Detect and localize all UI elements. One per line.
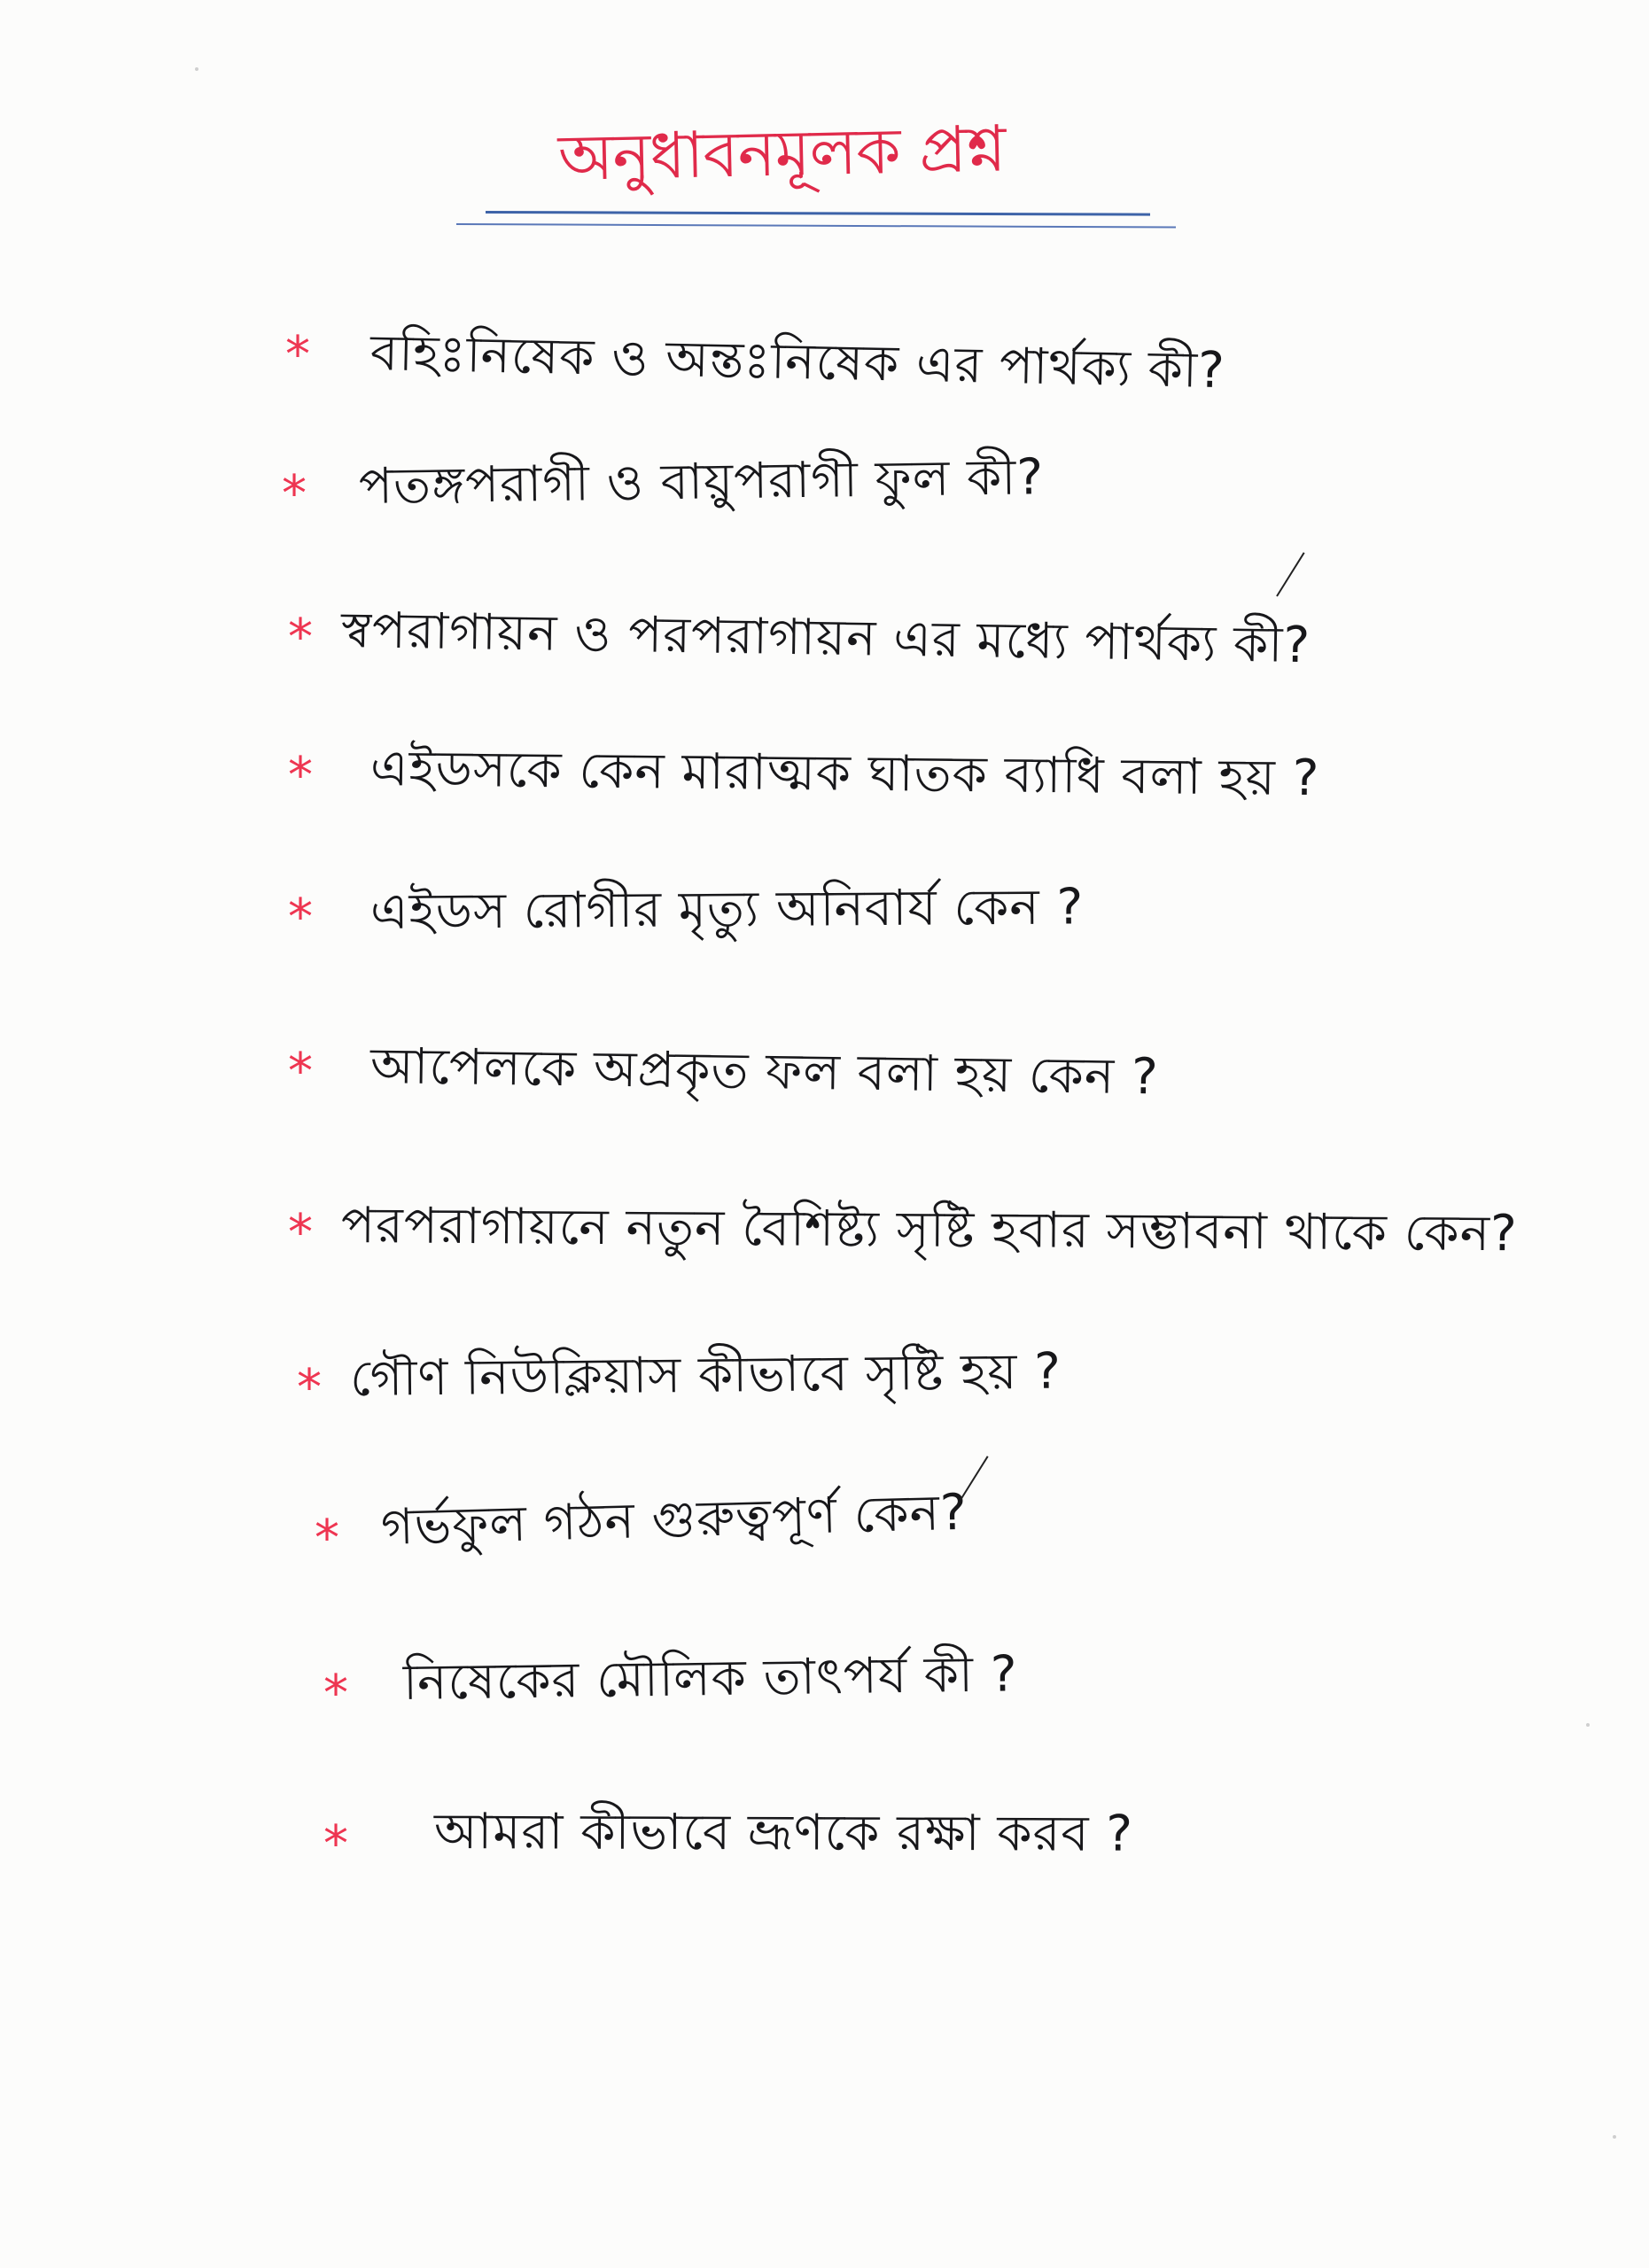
asterisk-icon: * <box>288 1043 313 1100</box>
list-item <box>0 868 1649 975</box>
asterisk-icon: * <box>288 609 313 666</box>
question-text: নিষেকের মৌলিক তাৎপর্য কী ? <box>402 1645 1019 1712</box>
list-item <box>0 585 1649 691</box>
question-text: স্বপরাগায়ন ও পরপরাগায়ন এর মধ্যে পার্থক্য কী? <box>340 602 1311 675</box>
question-text: এইডস রোগীর মৃত্যু অনিবার্য কেন ? <box>369 878 1085 941</box>
list-item <box>0 1639 1649 1745</box>
paper-speck <box>195 67 198 71</box>
question-text: এইডসকে কেন মারাত্মক ঘাতক ব্যাধি বলা হয় ? <box>369 740 1320 808</box>
question-text: পতঙ্গপরাগী ও বায়ুপরাগী ফুল কী? <box>358 448 1045 516</box>
list-item <box>0 306 1649 412</box>
page-title: অনুধাবনমূলক প্রশ্ন <box>557 111 1007 195</box>
question-text: গর্ভফুল গঠন গুরুত্বপূর্ণ কেন? <box>380 1483 968 1557</box>
question-text: পরপরাগায়নে নতুন বৈশিষ্ট্য সৃষ্টি হবার সম্ভাবনা থাকে কেন? <box>340 1197 1518 1263</box>
list-item <box>0 726 1649 833</box>
question-text: গৌণ নিউক্লিয়াস কীভাবে সৃষ্টি হয় ? <box>349 1342 1062 1408</box>
question-text: বহিঃনিষেক ও অন্তঃনিষেক এর পার্থক্য কী? <box>369 324 1226 400</box>
question-text: আপেলকে অপ্রকৃত ফল বলা হয় কেন ? <box>369 1037 1160 1107</box>
asterisk-icon: * <box>288 747 313 804</box>
list-item <box>0 1028 1649 1134</box>
list-item <box>0 443 1649 549</box>
asterisk-icon: * <box>288 1204 313 1262</box>
asterisk-icon: * <box>282 465 307 523</box>
question-text: আমরা কীভাবে ভ্রূণকে রক্ষা করব ? <box>433 1803 1134 1863</box>
list-item <box>0 1333 1649 1440</box>
list-item <box>0 1484 1649 1590</box>
asterisk-icon: * <box>323 1665 348 1722</box>
asterisk-icon: * <box>288 889 313 946</box>
asterisk-icon: * <box>323 1815 348 1873</box>
paper-speck <box>1613 2135 1616 2139</box>
list-item <box>0 1790 1649 1896</box>
asterisk-icon: * <box>297 1359 322 1417</box>
asterisk-icon: * <box>285 326 310 384</box>
list-item <box>0 1178 1649 1285</box>
asterisk-icon: * <box>315 1510 339 1567</box>
paper-speck <box>1586 1723 1590 1727</box>
